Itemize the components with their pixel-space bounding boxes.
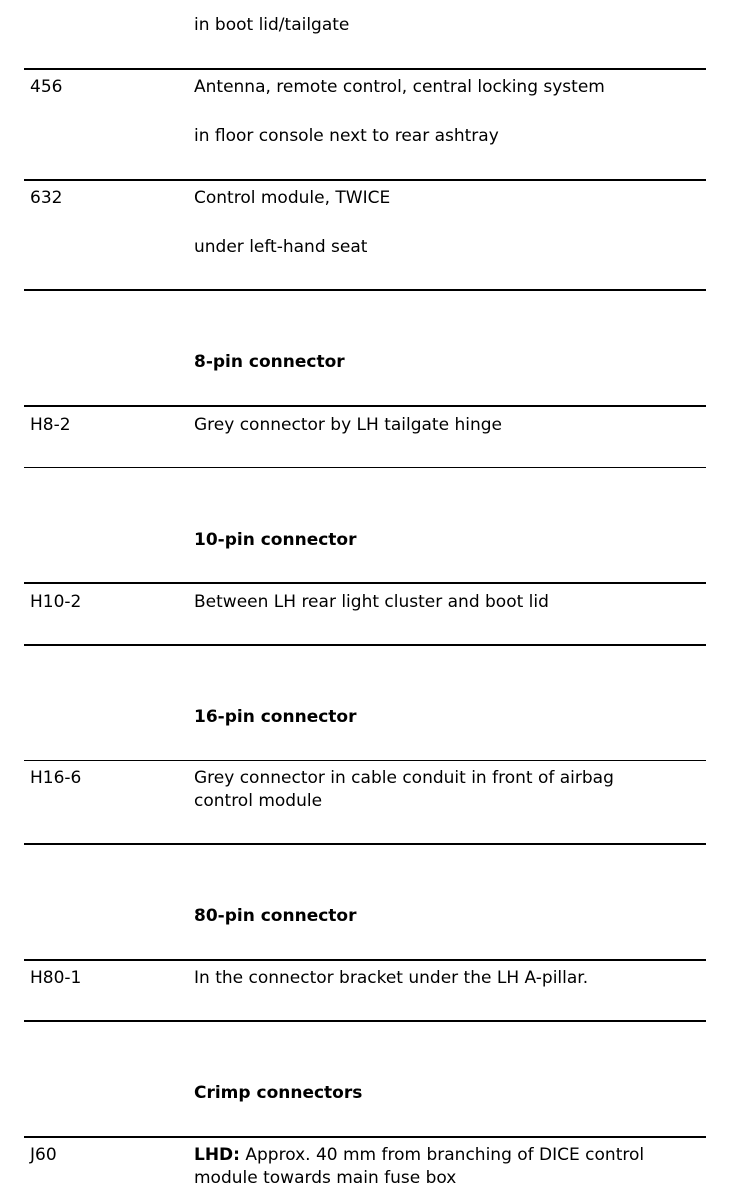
connector-code: H10-2	[30, 592, 82, 612]
row-divider	[24, 467, 706, 468]
row-divider	[24, 959, 706, 961]
component-location: in floor console next to rear ashtray	[194, 126, 499, 146]
connector-code: H80-1	[30, 968, 82, 988]
connector-location-text: Approx. 40 mm from branching of DICE control	[239, 1145, 645, 1165]
row-divider	[24, 1020, 706, 1022]
drive-side-label: LHD:	[194, 1145, 240, 1165]
row-divider	[24, 1136, 706, 1138]
connector-location: In the connector bracket under the LH A-pillar.	[194, 968, 589, 988]
connector-location	[194, 1144, 644, 1166]
component-description: Antenna, remote control, central locking system	[194, 77, 605, 97]
section-heading: 8-pin connector	[194, 352, 345, 372]
row-divider	[24, 68, 706, 70]
row-divider	[24, 405, 706, 407]
component-location: under left-hand seat	[194, 237, 368, 257]
section-heading: Crimp connectors	[194, 1083, 363, 1103]
connector-location: Grey connector in cable conduit in front of airbag	[194, 768, 614, 788]
component-code: 632	[30, 188, 63, 208]
connector-code: H16-6	[30, 768, 82, 788]
connector-location: Grey connector by LH tailgate hinge	[194, 415, 502, 435]
row-divider	[24, 289, 706, 291]
connector-location-continued: control module	[194, 791, 323, 811]
connector-code: H8-2	[30, 415, 71, 435]
connector-location: Between LH rear light cluster and boot lid	[194, 592, 549, 612]
component-code: 456	[30, 77, 63, 97]
section-heading: 10-pin connector	[194, 530, 357, 550]
component-description: Control module, TWICE	[194, 188, 391, 208]
row-divider	[24, 843, 706, 845]
connector-location-continued: module towards main fuse box	[194, 1168, 457, 1188]
row-divider	[24, 760, 706, 761]
section-heading: 80-pin connector	[194, 906, 357, 926]
row-divider	[24, 179, 706, 181]
row-divider	[24, 644, 706, 646]
continued-location-text: in boot lid/tailgate	[194, 15, 350, 35]
connector-code: J60	[30, 1145, 57, 1165]
section-heading: 16-pin connector	[194, 707, 357, 727]
row-divider	[24, 582, 706, 584]
